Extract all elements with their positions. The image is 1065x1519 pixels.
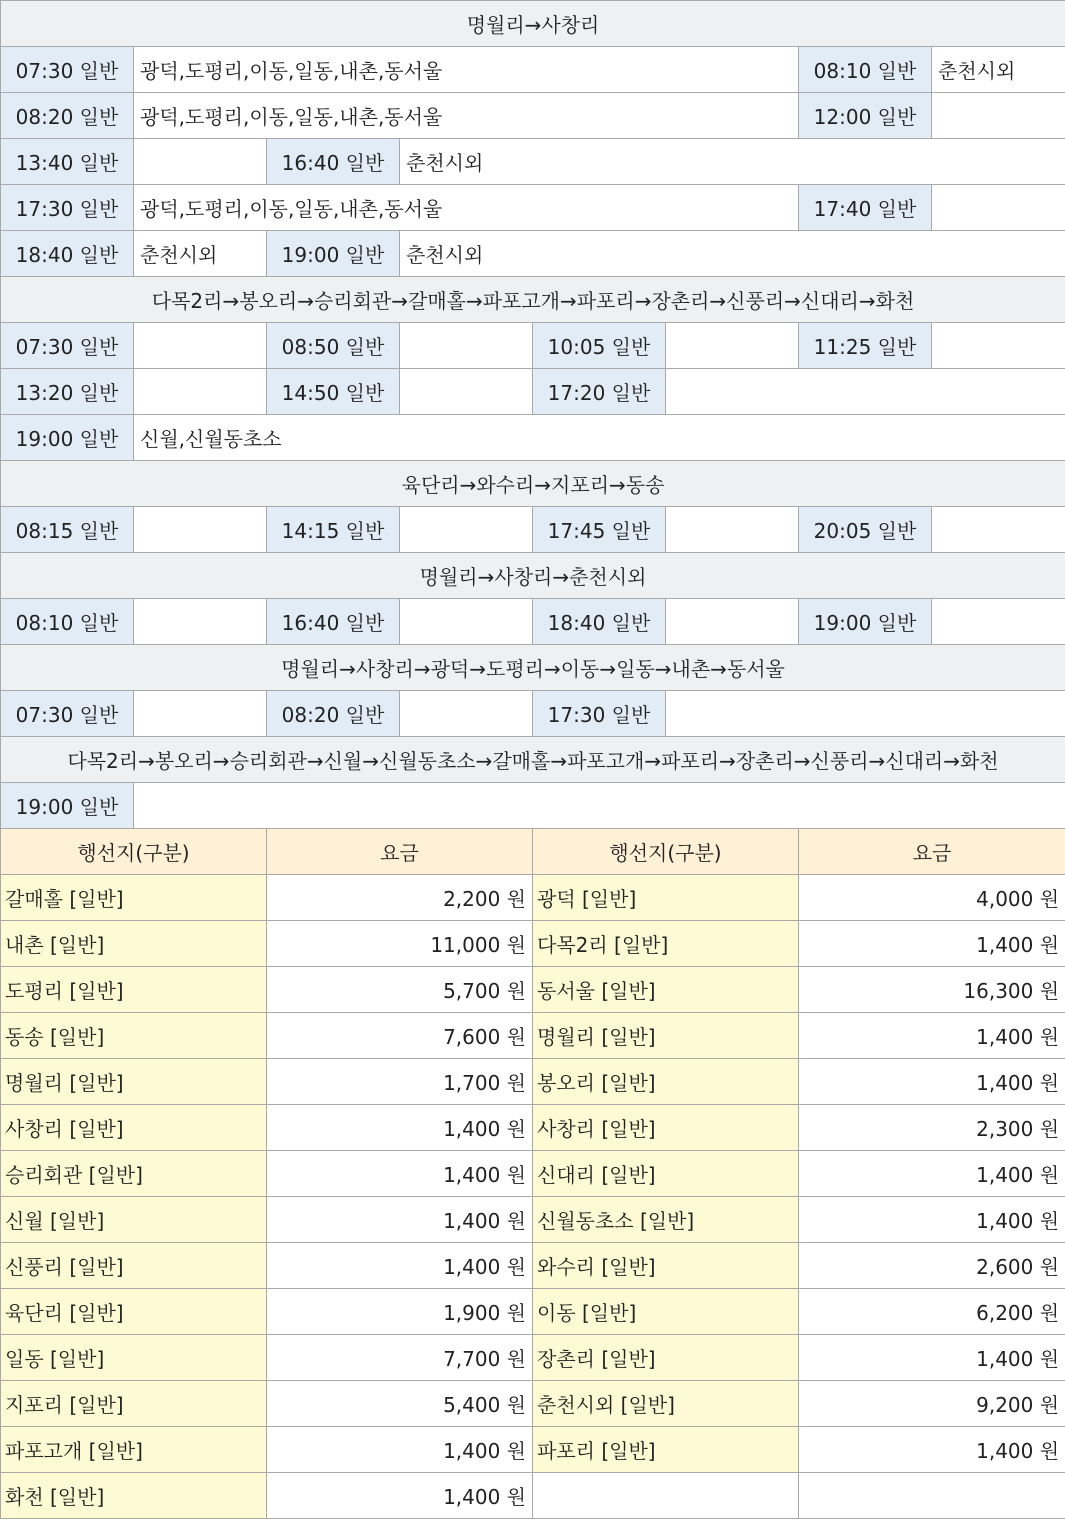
departure-time: 14:50 일반 <box>267 369 400 415</box>
via-stops <box>400 507 533 553</box>
fare-price: 1,400 원 <box>267 1197 533 1243</box>
via-stops <box>134 369 267 415</box>
fare-column-header: 행선지(구분) <box>1 829 267 875</box>
via-stops <box>932 93 1065 139</box>
fare-price: 6,200 원 <box>799 1289 1065 1335</box>
departure-time: 16:40 일반 <box>267 139 400 185</box>
fare-destination <box>533 1473 799 1519</box>
route-title: 육단리→와수리→지포리→동송 <box>1 461 1065 507</box>
via-stops <box>932 599 1065 645</box>
fare-price: 5,700 원 <box>267 967 533 1013</box>
route-header-row <box>1 737 1065 783</box>
departure-time: 17:30 일반 <box>533 691 666 737</box>
fare-price: 1,400 원 <box>799 1151 1065 1197</box>
via-stops <box>134 599 267 645</box>
schedule-row <box>1 323 1065 369</box>
fare-row <box>1 1197 1065 1243</box>
fare-table-body <box>1 875 1065 1519</box>
departure-time: 10:05 일반 <box>533 323 666 369</box>
departure-time: 17:30 일반 <box>1 185 134 231</box>
schedule-row <box>1 783 1065 829</box>
fare-destination: 신월동초소 [일반] <box>533 1197 799 1243</box>
departure-time: 08:50 일반 <box>267 323 400 369</box>
departure-time: 14:15 일반 <box>267 507 400 553</box>
fare-destination: 승리회관 [일반] <box>1 1151 267 1197</box>
fare-row <box>1 1473 1065 1519</box>
fare-price <box>799 1473 1065 1519</box>
fare-column-header: 요금 <box>799 829 1065 875</box>
fare-destination: 내촌 [일반] <box>1 921 267 967</box>
fare-row <box>1 921 1065 967</box>
route-title: 명월리→사창리→광덕→도평리→이동→일동→내촌→동서울 <box>1 645 1065 691</box>
via-stops <box>134 691 267 737</box>
route-title: 명월리→사창리→춘천시외 <box>1 553 1065 599</box>
fare-row <box>1 1381 1065 1427</box>
route-title: 다목2리→봉오리→승리회관→신월→신월동초소→갈매홀→파포고개→파포리→장촌리→신풍리→신대리→화천 <box>1 737 1065 783</box>
via-stops <box>666 369 1065 415</box>
via-stops: 신월,신월동초소 <box>134 415 1065 461</box>
fare-price: 11,000 원 <box>267 921 533 967</box>
fare-price: 1,400 원 <box>799 1197 1065 1243</box>
via-stops <box>932 507 1065 553</box>
fare-price: 1,400 원 <box>267 1473 533 1519</box>
departure-time: 19:00 일반 <box>799 599 932 645</box>
route-title: 다목2리→봉오리→승리회관→갈매홀→파포고개→파포리→장촌리→신풍리→신대리→화천 <box>1 277 1065 323</box>
fare-destination: 파포리 [일반] <box>533 1427 799 1473</box>
fare-destination: 일동 [일반] <box>1 1335 267 1381</box>
schedule-row <box>1 691 1065 737</box>
fare-row <box>1 875 1065 921</box>
fare-destination: 파포고개 [일반] <box>1 1427 267 1473</box>
via-stops <box>932 185 1065 231</box>
fare-destination: 동서울 [일반] <box>533 967 799 1013</box>
fare-destination: 와수리 [일반] <box>533 1243 799 1289</box>
schedule-row <box>1 93 1065 139</box>
fare-row <box>1 1289 1065 1335</box>
fare-price: 1,400 원 <box>267 1243 533 1289</box>
departure-time: 19:00 일반 <box>1 415 134 461</box>
fare-destination: 다목2리 [일반] <box>533 921 799 967</box>
departure-time: 07:30 일반 <box>1 47 134 93</box>
via-stops <box>134 507 267 553</box>
departure-time: 08:20 일반 <box>267 691 400 737</box>
via-stops: 춘천시외 <box>400 231 1065 277</box>
via-stops <box>134 323 267 369</box>
departure-time: 08:15 일반 <box>1 507 134 553</box>
fare-header-row <box>1 829 1065 875</box>
departure-time: 17:20 일반 <box>533 369 666 415</box>
via-stops <box>134 783 1065 829</box>
fare-destination: 사창리 [일반] <box>1 1105 267 1151</box>
departure-time: 19:00 일반 <box>267 231 400 277</box>
via-stops: 춘천시외 <box>932 47 1065 93</box>
departure-time: 17:40 일반 <box>799 185 932 231</box>
via-stops <box>666 323 799 369</box>
fare-row <box>1 1243 1065 1289</box>
fare-destination: 사창리 [일반] <box>533 1105 799 1151</box>
fare-destination: 신대리 [일반] <box>533 1151 799 1197</box>
departure-time: 17:45 일반 <box>533 507 666 553</box>
fare-price: 2,200 원 <box>267 875 533 921</box>
route-header-row <box>1 277 1065 323</box>
fare-price: 7,700 원 <box>267 1335 533 1381</box>
fare-price: 1,400 원 <box>267 1105 533 1151</box>
via-stops <box>666 691 1065 737</box>
fare-destination: 도평리 [일반] <box>1 967 267 1013</box>
fare-price: 2,600 원 <box>799 1243 1065 1289</box>
departure-time: 13:20 일반 <box>1 369 134 415</box>
departure-time: 20:05 일반 <box>799 507 932 553</box>
fare-destination: 광덕 [일반] <box>533 875 799 921</box>
schedule-row <box>1 369 1065 415</box>
fare-price: 4,000 원 <box>799 875 1065 921</box>
fare-price: 1,400 원 <box>267 1151 533 1197</box>
via-stops <box>400 691 533 737</box>
route-header-row <box>1 461 1065 507</box>
via-stops: 춘천시외 <box>134 231 267 277</box>
route-title: 명월리→사창리 <box>1 1 1065 47</box>
via-stops: 광덕,도평리,이동,일동,내촌,동서울 <box>134 47 799 93</box>
departure-time: 11:25 일반 <box>799 323 932 369</box>
fare-destination: 이동 [일반] <box>533 1289 799 1335</box>
fare-destination: 신월 [일반] <box>1 1197 267 1243</box>
fare-price: 2,300 원 <box>799 1105 1065 1151</box>
fare-price: 1,700 원 <box>267 1059 533 1105</box>
departure-time: 13:40 일반 <box>1 139 134 185</box>
departure-time: 19:00 일반 <box>1 783 134 829</box>
fare-row <box>1 1105 1065 1151</box>
fare-destination: 동송 [일반] <box>1 1013 267 1059</box>
fare-row <box>1 967 1065 1013</box>
departure-time: 08:10 일반 <box>799 47 932 93</box>
via-stops: 광덕,도평리,이동,일동,내촌,동서울 <box>134 185 799 231</box>
route-header-row <box>1 645 1065 691</box>
fare-price: 16,300 원 <box>799 967 1065 1013</box>
via-stops: 춘천시외 <box>400 139 1065 185</box>
schedule-row <box>1 507 1065 553</box>
schedule-row <box>1 139 1065 185</box>
schedule-row <box>1 415 1065 461</box>
fare-price: 1,400 원 <box>799 921 1065 967</box>
via-stops <box>666 599 799 645</box>
departure-time: 08:20 일반 <box>1 93 134 139</box>
fare-price: 9,200 원 <box>799 1381 1065 1427</box>
schedule-row <box>1 599 1065 645</box>
via-stops <box>666 507 799 553</box>
fare-column-header: 행선지(구분) <box>533 829 799 875</box>
fare-destination: 명월리 [일반] <box>1 1059 267 1105</box>
fare-destination: 육단리 [일반] <box>1 1289 267 1335</box>
fare-row <box>1 1427 1065 1473</box>
route-header-row <box>1 1 1065 47</box>
route-header-row <box>1 553 1065 599</box>
via-stops <box>400 369 533 415</box>
fare-destination: 봉오리 [일반] <box>533 1059 799 1105</box>
departure-time: 07:30 일반 <box>1 323 134 369</box>
fare-row <box>1 1059 1065 1105</box>
via-stops <box>134 139 267 185</box>
fare-destination: 명월리 [일반] <box>533 1013 799 1059</box>
fare-destination: 장촌리 [일반] <box>533 1335 799 1381</box>
departure-time: 12:00 일반 <box>799 93 932 139</box>
via-stops: 광덕,도평리,이동,일동,내촌,동서울 <box>134 93 799 139</box>
via-stops <box>400 323 533 369</box>
fare-price: 5,400 원 <box>267 1381 533 1427</box>
departure-time: 18:40 일반 <box>1 231 134 277</box>
departure-time: 08:10 일반 <box>1 599 134 645</box>
fare-row <box>1 1013 1065 1059</box>
fare-destination: 신풍리 [일반] <box>1 1243 267 1289</box>
fare-price: 1,400 원 <box>799 1013 1065 1059</box>
fare-column-header: 요금 <box>267 829 533 875</box>
fare-price: 1,400 원 <box>799 1059 1065 1105</box>
schedule-row <box>1 231 1065 277</box>
schedule-row <box>1 185 1065 231</box>
departure-time: 16:40 일반 <box>267 599 400 645</box>
fare-row <box>1 1151 1065 1197</box>
fare-price: 1,900 원 <box>267 1289 533 1335</box>
fare-destination: 갈매홀 [일반] <box>1 875 267 921</box>
fare-price: 1,400 원 <box>799 1335 1065 1381</box>
departure-time: 07:30 일반 <box>1 691 134 737</box>
via-stops <box>400 599 533 645</box>
schedule-row <box>1 47 1065 93</box>
departure-time: 18:40 일반 <box>533 599 666 645</box>
fare-row <box>1 1335 1065 1381</box>
fare-price: 1,400 원 <box>799 1427 1065 1473</box>
fare-destination: 춘천시외 [일반] <box>533 1381 799 1427</box>
fare-destination: 화천 [일반] <box>1 1473 267 1519</box>
via-stops <box>932 323 1065 369</box>
fare-price: 7,600 원 <box>267 1013 533 1059</box>
fare-price: 1,400 원 <box>267 1427 533 1473</box>
fare-destination: 지포리 [일반] <box>1 1381 267 1427</box>
